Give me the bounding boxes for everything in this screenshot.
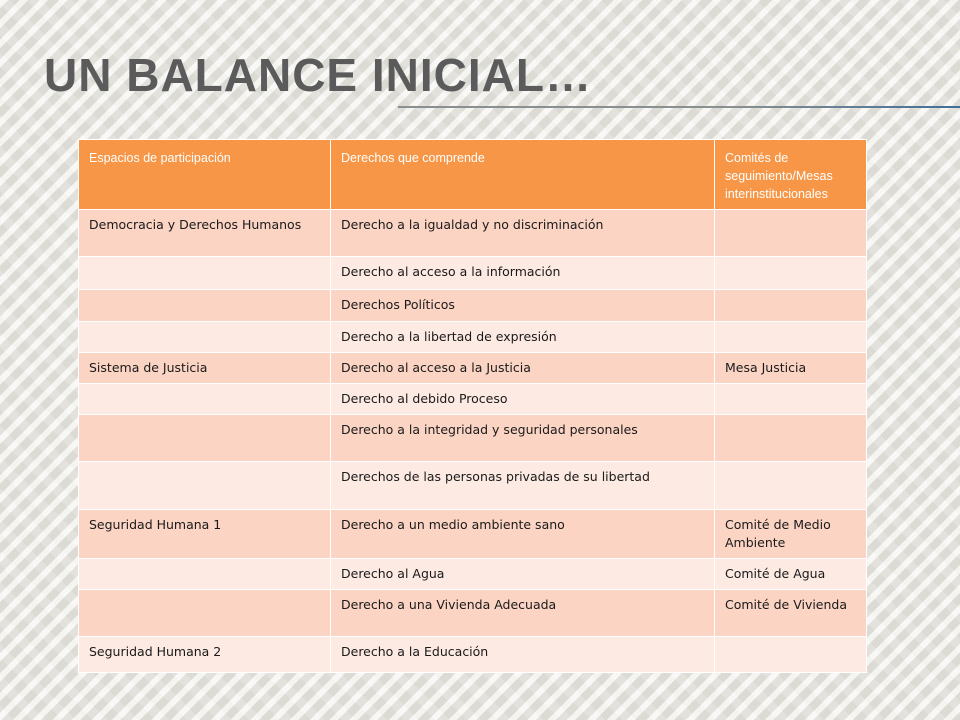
cell-espacio bbox=[79, 257, 331, 290]
cell-comite bbox=[715, 257, 867, 290]
cell-comite bbox=[715, 461, 867, 509]
table-row bbox=[79, 637, 867, 673]
cell-espacio bbox=[79, 383, 331, 414]
cell-derecho: Derecho a la Educación bbox=[331, 637, 715, 673]
table-row bbox=[79, 352, 867, 383]
table-row bbox=[79, 414, 867, 461]
cell-comite: Comité de Medio Ambiente bbox=[715, 509, 867, 558]
title-underline bbox=[398, 106, 960, 108]
table-row bbox=[79, 290, 867, 321]
cell-derecho: Derecho al acceso a la Justicia bbox=[331, 352, 715, 383]
cell-derecho: Derecho a la libertad de expresión bbox=[331, 321, 715, 352]
cell-espacio bbox=[79, 590, 331, 637]
cell-comite: Comité de Agua bbox=[715, 559, 867, 590]
table-row bbox=[79, 509, 867, 558]
table-row bbox=[79, 383, 867, 414]
slide-title: UN BALANCE INICIAL… bbox=[44, 49, 592, 101]
table-row bbox=[79, 461, 867, 509]
cell-comite bbox=[715, 383, 867, 414]
table-header-row bbox=[79, 140, 867, 210]
participation-table bbox=[78, 139, 867, 673]
cell-derecho: Derecho al Agua bbox=[331, 559, 715, 590]
header-derechos: Derechos que comprende bbox=[331, 140, 715, 210]
cell-derecho: Derecho a una Vivienda Adecuada bbox=[331, 590, 715, 637]
cell-comite bbox=[715, 637, 867, 673]
cell-espacio bbox=[79, 414, 331, 461]
cell-espacio bbox=[79, 559, 331, 590]
cell-espacio bbox=[79, 461, 331, 509]
cell-espacio bbox=[79, 321, 331, 352]
cell-derecho: Derechos Políticos bbox=[331, 290, 715, 321]
table-row bbox=[79, 559, 867, 590]
header-espacios: Espacios de participación bbox=[79, 140, 331, 210]
header-comites: Comités de seguimiento/Mesas interinstitucionales bbox=[715, 140, 867, 210]
cell-derecho: Derecho al acceso a la información bbox=[331, 257, 715, 290]
cell-espacio: Sistema de Justicia bbox=[79, 352, 331, 383]
cell-comite: Mesa Justicia bbox=[715, 352, 867, 383]
cell-derecho: Derecho a la integridad y seguridad personales bbox=[331, 414, 715, 461]
cell-comite bbox=[715, 290, 867, 321]
cell-espacio bbox=[79, 290, 331, 321]
cell-derecho: Derechos de las personas privadas de su libertad bbox=[331, 461, 715, 509]
cell-comite bbox=[715, 414, 867, 461]
cell-espacio: Seguridad Humana 1 bbox=[79, 509, 331, 558]
cell-derecho: Derecho a un medio ambiente sano bbox=[331, 509, 715, 558]
table-row bbox=[79, 321, 867, 352]
table-row bbox=[79, 590, 867, 637]
cell-derecho: Derecho a la igualdad y no discriminación bbox=[331, 210, 715, 257]
table-row bbox=[79, 257, 867, 290]
cell-espacio: Seguridad Humana 2 bbox=[79, 637, 331, 673]
table-row bbox=[79, 210, 867, 257]
cell-derecho: Derecho al debido Proceso bbox=[331, 383, 715, 414]
cell-comite bbox=[715, 321, 867, 352]
cell-espacio: Democracia y Derechos Humanos bbox=[79, 210, 331, 257]
cell-comite: Comité de Vivienda bbox=[715, 590, 867, 637]
cell-comite bbox=[715, 210, 867, 257]
